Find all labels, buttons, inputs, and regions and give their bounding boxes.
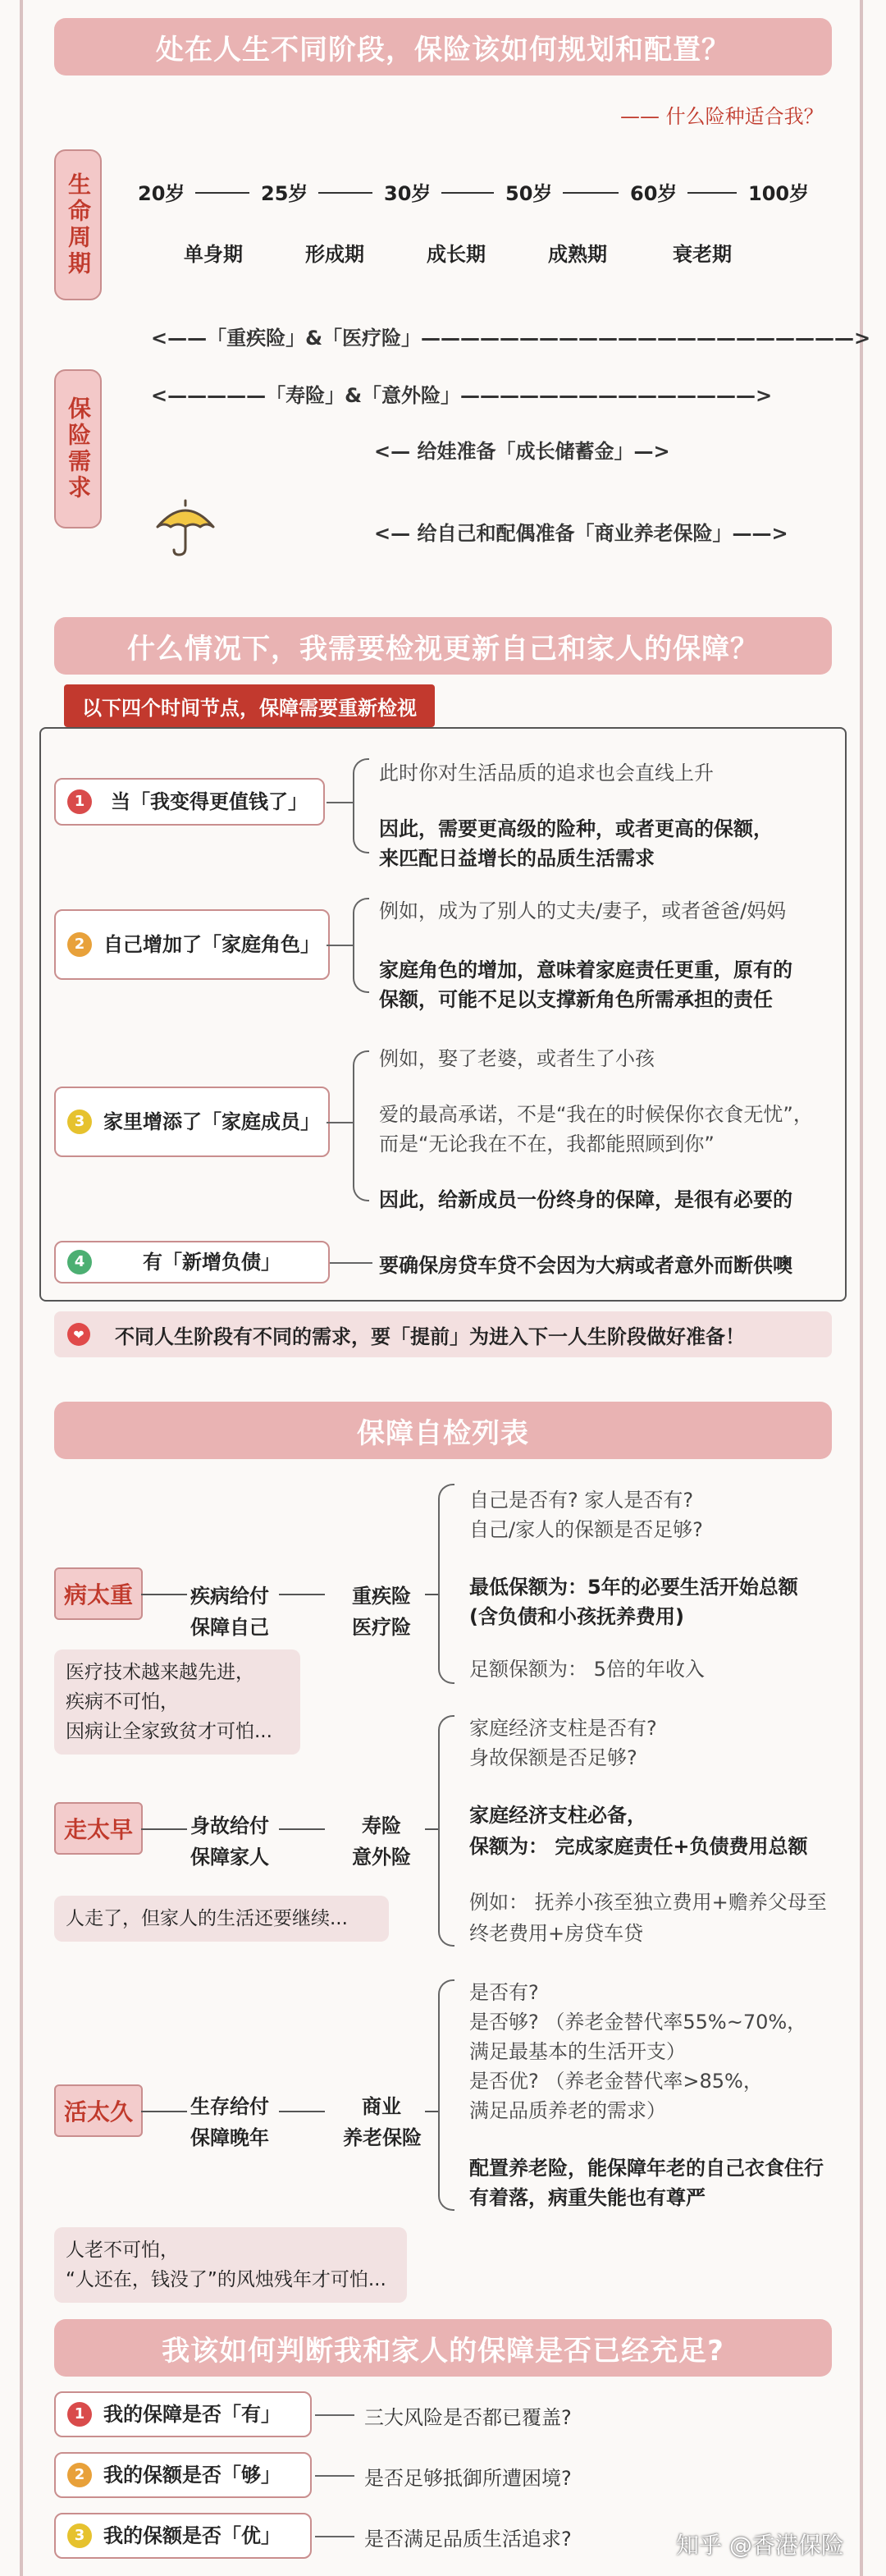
check-item: 足额保额为： 5倍的年收入 bbox=[469, 1658, 705, 1681]
age-label: 25岁 bbox=[261, 182, 308, 205]
age-connector bbox=[441, 192, 494, 194]
benefit-target: 保障晚年 bbox=[190, 2126, 269, 2149]
insurance-needs-tag-text: 保险需求 bbox=[65, 396, 92, 501]
age-label: 20岁 bbox=[138, 182, 185, 205]
age-connector bbox=[195, 192, 249, 194]
adequacy-item-text: 我的保障是否「有」 bbox=[103, 2403, 281, 2426]
section3-title: 保障自检列表 bbox=[54, 1402, 832, 1459]
check-item: 例如： 抚养小孩至独立费用+赡养父母至 bbox=[469, 1891, 827, 1914]
check-item: 满足品质养老的需求） bbox=[469, 2099, 666, 2122]
risk-note bbox=[54, 2227, 407, 2303]
insurance-type-2: 意外险 bbox=[352, 1846, 411, 1869]
connector-line bbox=[315, 2475, 354, 2477]
check-bracket bbox=[438, 1979, 454, 2211]
adequacy-item-desc: 是否满足品质生活追求? bbox=[364, 2528, 572, 2551]
check-item: 满足最基本的生活开支） bbox=[469, 2040, 686, 2063]
check-item: 是否有? bbox=[469, 1981, 539, 2004]
item-number-badge: 2 bbox=[67, 2463, 92, 2487]
risk-note-line: 医疗技术越来越先进， bbox=[66, 1662, 254, 1683]
review-item-detail: 要确保房贷车贷不会因为大病或者意外而断供噢 bbox=[379, 1254, 792, 1277]
section1-subtitle: —— 什么险种适合我？ bbox=[620, 105, 824, 128]
check-item: 最低保额为：5年的必要生活开始总额 bbox=[469, 1576, 798, 1599]
connector-line bbox=[327, 945, 353, 946]
need-critical-medical: <——「重疾险」&「医疗险」——————————————————————> bbox=[151, 327, 871, 350]
benefit-type: 身故给付 bbox=[190, 1814, 269, 1837]
connector-line bbox=[141, 2111, 187, 2112]
age-label: 30岁 bbox=[384, 182, 432, 205]
review-item-detail: 此时你对生活品质的追求也会直线上升 bbox=[379, 762, 714, 785]
risk-note bbox=[54, 1896, 389, 1942]
review-item-bracket bbox=[353, 758, 369, 853]
item-number-badge: 4 bbox=[67, 1250, 92, 1274]
risk-note-line: “人还在，钱没了”的风烛残年才可怕... bbox=[66, 2269, 386, 2290]
adequacy-item-label bbox=[54, 2513, 312, 2559]
review-item-detail: 因此，需要更高级的险种，或者更高的保额， bbox=[379, 817, 773, 840]
section2-title: 什么情况下，我需要检视更新自己和家人的保障？ bbox=[54, 617, 832, 675]
review-item-text: 当「我变得更值钱了」 bbox=[111, 790, 308, 813]
age-label: 50岁 bbox=[505, 182, 553, 205]
check-item: 有着落，病重失能也有尊严 bbox=[469, 2186, 706, 2209]
risk-note-line: 人走了，但家人的生活还要继续... bbox=[66, 1908, 348, 1929]
insurance-type: 重疾险 bbox=[352, 1585, 411, 1608]
connector-line bbox=[327, 802, 353, 803]
adequacy-item-label bbox=[54, 2391, 312, 2437]
stage-label: 单身期 bbox=[184, 243, 243, 266]
review-item-label bbox=[54, 909, 330, 980]
item-number-badge: 3 bbox=[67, 2523, 92, 2548]
check-item: 终老费用+房贷车贷 bbox=[469, 1922, 644, 1945]
adequacy-item-desc: 三大风险是否都已覆盖? bbox=[364, 2406, 572, 2429]
insurance-type: 寿险 bbox=[362, 1814, 401, 1837]
section2-footer-text: 不同人生阶段有不同的需求，要「提前」为进入下一人生阶段做好准备！ bbox=[115, 1325, 745, 1348]
connector-line bbox=[330, 1262, 372, 1264]
age-connector bbox=[687, 192, 737, 194]
insurance-type-2: 医疗险 bbox=[352, 1616, 411, 1639]
connector-line bbox=[141, 1828, 187, 1830]
insurance-type: 商业 bbox=[362, 2095, 401, 2118]
check-item: 家庭经济支柱必备， bbox=[469, 1804, 646, 1827]
review-item-label bbox=[54, 1087, 330, 1157]
connector-line bbox=[279, 1828, 325, 1830]
check-item: 自己是否有? 家人是否有? bbox=[469, 1489, 694, 1512]
section2-subtag: 以下四个时间节点，保障需要重新检视 bbox=[64, 684, 435, 727]
review-item-detail: 而是“无论我在不在，我都能照顾到你” bbox=[379, 1132, 715, 1155]
connector-line bbox=[425, 2111, 438, 2112]
check-item: 保额为： 完成家庭责任+负债费用总额 bbox=[469, 1835, 808, 1858]
adequacy-item-label bbox=[54, 2452, 312, 2498]
insurance-type-2: 养老保险 bbox=[343, 2126, 422, 2149]
risk-note bbox=[54, 1649, 300, 1755]
stage-label: 成熟期 bbox=[548, 243, 607, 266]
adequacy-item-desc: 是否足够抵御所遭困境? bbox=[364, 2467, 572, 2490]
right-rail bbox=[860, 0, 863, 2576]
review-item-text: 有「新增负债」 bbox=[143, 1251, 281, 1274]
age-label: 100岁 bbox=[748, 182, 810, 205]
connector-line bbox=[279, 2111, 325, 2112]
risk-note-line: 疾病不可怕， bbox=[66, 1691, 179, 1713]
review-item-detail: 来匹配日益增长的品质生活需求 bbox=[379, 847, 655, 870]
heart-icon: ❤ bbox=[67, 1323, 90, 1346]
life-cycle-tag-text: 生命周期 bbox=[65, 172, 92, 277]
need-life-accident: <—————「寿险」&「意外险」———————————————> bbox=[151, 384, 773, 407]
review-item-label bbox=[54, 1241, 330, 1283]
connector-line bbox=[425, 1594, 438, 1595]
item-number-badge: 1 bbox=[67, 789, 92, 814]
adequacy-item-text: 我的保额是否「够」 bbox=[103, 2464, 281, 2487]
connector-line bbox=[327, 1122, 353, 1123]
review-item-detail: 例如，成为了别人的丈夫/妻子，或者爸爸/妈妈 bbox=[379, 899, 787, 922]
connector-line bbox=[425, 1828, 438, 1830]
item-number-badge: 2 bbox=[67, 932, 92, 957]
umbrella-icon bbox=[153, 494, 218, 563]
check-bracket bbox=[438, 1715, 454, 1947]
review-item-detail: 家庭角色的增加，意味着家庭责任更重，原有的 bbox=[379, 959, 792, 981]
check-bracket bbox=[438, 1484, 454, 1684]
section2-footer bbox=[54, 1311, 832, 1357]
check-item: 是否够? （养老金替代率55%~70%， bbox=[469, 2011, 807, 2034]
risk-note-line: 因病让全家致贫才可怕... bbox=[66, 1721, 272, 1742]
check-item: (含负债和小孩抚养费用) bbox=[469, 1605, 684, 1628]
review-item-detail: 保额，可能不足以支撑新角色所需承担的责任 bbox=[379, 988, 773, 1011]
benefit-type: 疾病给付 bbox=[190, 1585, 269, 1608]
insurance-needs-tag bbox=[54, 369, 102, 528]
stage-label: 形成期 bbox=[305, 243, 364, 266]
risk-note-line: 人老不可怕， bbox=[66, 2240, 179, 2261]
stage-label: 成长期 bbox=[427, 243, 486, 266]
benefit-type: 生存给付 bbox=[190, 2095, 269, 2118]
review-item-detail: 例如，娶了老婆，或者生了小孩 bbox=[379, 1047, 655, 1070]
stage-label: 衰老期 bbox=[673, 243, 732, 266]
connector-line bbox=[315, 2536, 354, 2537]
check-item: 家庭经济支柱是否有? bbox=[469, 1717, 657, 1740]
check-item: 自己/家人的保额是否足够? bbox=[469, 1518, 703, 1541]
check-item: 身故保额是否足够? bbox=[469, 1746, 637, 1769]
benefit-target: 保障自己 bbox=[190, 1616, 269, 1639]
risk-tag: 病太重 bbox=[54, 1567, 143, 1620]
review-item-label bbox=[54, 778, 325, 826]
watermark: 知乎 @香港保险 bbox=[676, 2532, 844, 2559]
review-item-detail: 爱的最高承诺，不是“我在的时候保你衣食无忧”， bbox=[379, 1103, 813, 1126]
section1-title: 处在人生不同阶段，保险该如何规划和配置？ bbox=[54, 18, 832, 75]
age-label: 60岁 bbox=[630, 182, 678, 205]
item-number-badge: 3 bbox=[67, 1110, 92, 1134]
review-item-text: 自己增加了「家庭角色」 bbox=[103, 933, 320, 956]
review-item-text: 家里增添了「家庭成员」 bbox=[103, 1110, 320, 1133]
risk-tag: 活太久 bbox=[54, 2084, 143, 2137]
connector-line bbox=[279, 1594, 325, 1595]
benefit-target: 保障家人 bbox=[190, 1846, 269, 1869]
review-item-bracket bbox=[353, 1050, 369, 1201]
risk-tag: 走太早 bbox=[54, 1802, 143, 1855]
need-child-savings: <— 给娃准备「成长储蓄金」—> bbox=[374, 440, 670, 463]
life-cycle-tag bbox=[54, 149, 102, 300]
check-item: 配置养老险，能保障年老的自己衣食住行 bbox=[469, 2157, 824, 2180]
need-pension: <— 给自己和配偶准备「商业养老保险」——> bbox=[374, 522, 788, 545]
review-item-detail: 因此，给新成员一份终身的保障，是很有必要的 bbox=[379, 1188, 792, 1211]
connector-line bbox=[141, 1594, 187, 1595]
check-item: 是否优? （养老金替代率>85%， bbox=[469, 2070, 763, 2093]
left-rail bbox=[20, 0, 23, 2576]
age-connector bbox=[318, 192, 372, 194]
section4-title: 我该如何判断我和家人的保障是否已经充足? bbox=[54, 2319, 832, 2377]
adequacy-item-text: 我的保额是否「优」 bbox=[103, 2524, 281, 2547]
item-number-badge: 1 bbox=[67, 2402, 92, 2427]
review-item-bracket bbox=[353, 898, 369, 993]
age-connector bbox=[563, 192, 619, 194]
connector-line bbox=[315, 2414, 354, 2416]
